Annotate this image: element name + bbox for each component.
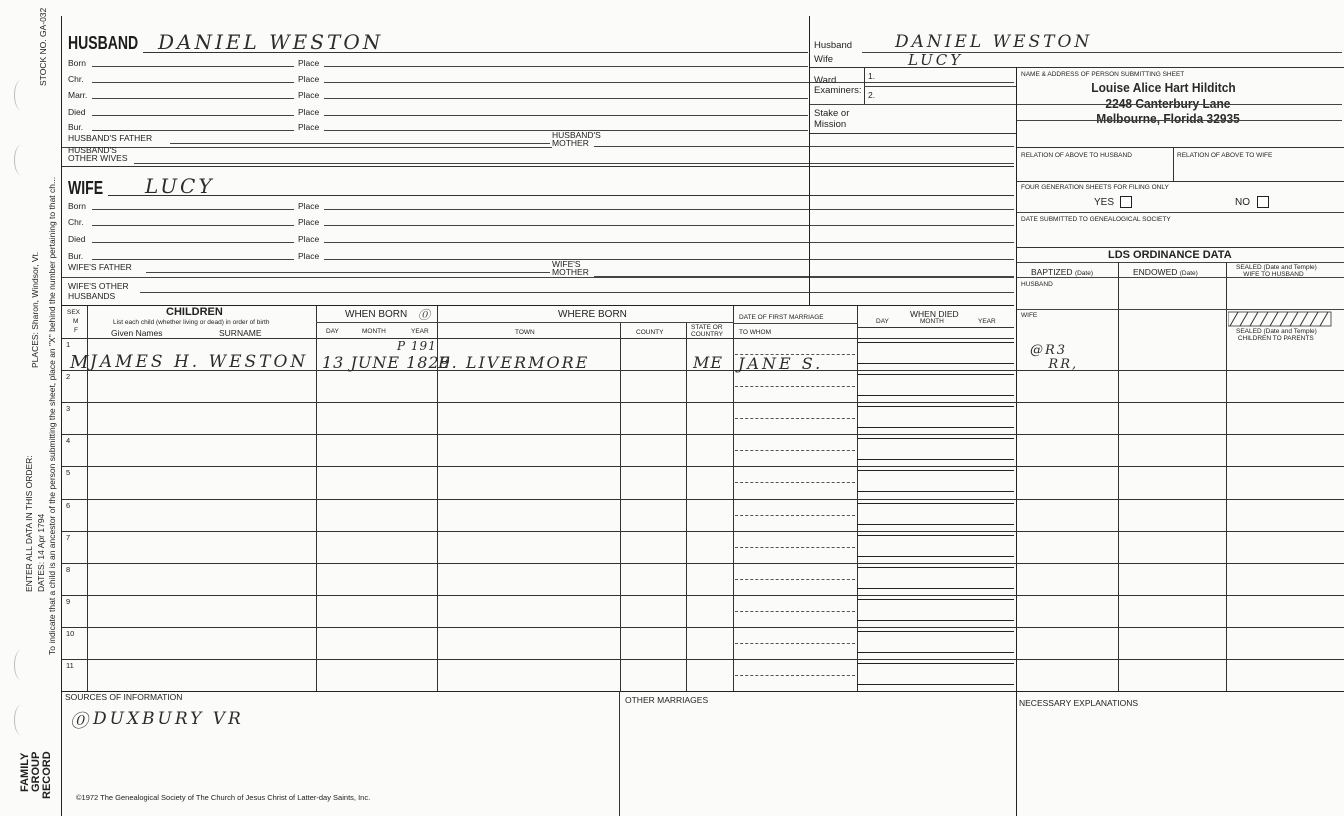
submitter-street[interactable]: 2248 Canterbury Lane: [1105, 96, 1231, 111]
death-date-box: [857, 663, 1014, 685]
child-row-number: 7: [66, 532, 71, 542]
wife-chr-label: Chr.: [68, 217, 84, 227]
county-header: COUNTY: [636, 329, 664, 336]
state-header: STATE OR COUNTRY: [691, 324, 724, 338]
four-gen-label: FOUR GENERATION SHEETS FOR FILING ONLY: [1021, 184, 1169, 191]
relation-wife-label: RELATION OF ABOVE TO WIFE: [1177, 152, 1273, 159]
wife-heading: WIFE: [68, 178, 104, 198]
relation-husband-label: RELATION OF ABOVE TO HUSBAND: [1021, 152, 1132, 159]
marriage-date-line: [735, 643, 855, 644]
first-marriage-header: DATE OF FIRST MARRIAGE: [739, 314, 824, 321]
examiner-1: 1.: [868, 71, 876, 81]
death-date-box: [857, 438, 1014, 460]
other-marriages-label: OTHER MARRIAGES: [625, 695, 709, 705]
husband-chr-place-label: Place: [298, 74, 320, 84]
husband-marr-place-label: Place: [298, 90, 320, 100]
child-row-number: 4: [66, 436, 71, 446]
punch-hole: [14, 145, 28, 175]
child-row-number: 10: [66, 628, 75, 638]
child-row-divider: [62, 563, 1344, 564]
marriage-date-line: [735, 547, 855, 548]
death-date-box: [857, 599, 1014, 621]
side-places: PLACES: Sharon, Windsor, Vt.: [30, 251, 40, 368]
town-header: TOWN: [515, 329, 535, 336]
child-row-divider: [62, 659, 1344, 660]
husband-chr-label: Chr.: [68, 74, 84, 84]
endowed-label: ENDOWED (Date): [1133, 267, 1198, 277]
punch-hole: [14, 80, 28, 110]
died-year-header: YEAR: [978, 318, 996, 325]
marriage-date-line: [735, 418, 855, 419]
marriage-date-line: [735, 579, 855, 580]
child-row-number: 8: [66, 564, 71, 574]
punch-hole: [14, 650, 28, 680]
examiner-2: 2.: [868, 90, 876, 100]
child-row-divider: [62, 531, 1344, 532]
child-row-divider: [62, 402, 1344, 403]
sealed-children-label: SEALED (Date and Temple) CHILDREN TO PARENTS: [1236, 328, 1317, 342]
wife-name[interactable]: LUCY: [145, 174, 215, 198]
death-date-box: [857, 342, 1014, 364]
submitter-label: NAME & ADDRESS OF PERSON SUBMITTING SHEET: [1021, 71, 1185, 78]
record-title-1: FAMILY: [19, 752, 31, 792]
child-row-number: 11: [66, 661, 74, 670]
child1-sex[interactable]: M: [70, 352, 89, 373]
child1-lds-note[interactable]: @R3 RR,: [1030, 343, 1079, 372]
died-day-header: DAY: [876, 318, 889, 325]
examiners-label: Examiners:: [814, 85, 862, 96]
lds-wife-label: WIFE: [1021, 312, 1038, 319]
side-indicate: To indicate that a child is an ancestor of the person submitting the sheet, place an "X" behind the number pertaining to that ch...: [47, 176, 57, 655]
child-row-number: 3: [66, 404, 71, 414]
explanations-label: NECESSARY EXPLANATIONS: [1019, 698, 1139, 708]
marriage-date-line: [735, 386, 855, 387]
death-date-box: [857, 374, 1014, 396]
husband-marr-label: Marr.: [68, 90, 88, 100]
ward-label: Ward: [814, 75, 837, 86]
born-day-header: DAY: [326, 328, 339, 335]
sealed-hatch: [1228, 311, 1332, 327]
record-title-2: GROUP: [30, 751, 42, 792]
source1-mark: ⓪: [70, 711, 88, 732]
died-month-header: MONTH: [920, 318, 944, 325]
child1-born[interactable]: 13 JUNE 1829: [322, 353, 451, 372]
wife-father-label: WIFE'S FATHER: [68, 262, 132, 272]
born-year-header: YEAR: [411, 328, 429, 335]
sex-f: F: [74, 327, 78, 334]
record-title-3: RECORD: [41, 751, 53, 799]
child-row-number: 5: [66, 468, 71, 478]
surname-header: SURNAME: [219, 328, 262, 338]
death-date-box: [857, 470, 1014, 492]
date-submitted-label: DATE SUBMITTED TO GENEALOGICAL SOCIETY: [1021, 216, 1171, 223]
sealed-wife-label: SEALED (Date and Temple) WIFE TO HUSBAND: [1236, 264, 1317, 278]
child-row-divider: [62, 627, 1344, 628]
children-title: CHILDREN: [166, 306, 223, 318]
sources-label: SOURCES OF INFORMATION: [65, 692, 183, 702]
wife-died-label: Died: [68, 234, 86, 244]
husband-died-label: Died: [68, 107, 86, 117]
no-label: NO: [1235, 197, 1250, 208]
ward-husband-name[interactable]: DANIEL WESTON: [895, 32, 1093, 52]
child-row-number: 2: [66, 372, 71, 382]
lds-husband-label: HUSBAND: [1021, 281, 1053, 288]
marriage-date-line: [735, 611, 855, 612]
ward-wife-name[interactable]: LUCY: [908, 51, 964, 69]
child1-state[interactable]: ME: [693, 353, 724, 372]
wife-died-place-label: Place: [298, 234, 320, 244]
child-row-number: 9: [66, 596, 71, 606]
death-date-box: [857, 406, 1014, 428]
marriage-date-line: [735, 515, 855, 516]
baptized-label: BAPTIZED (Date): [1031, 267, 1093, 277]
husband-died-place-label: Place: [298, 107, 320, 117]
born-month-header: MONTH: [362, 328, 386, 335]
husband-bur-place-label: Place: [298, 122, 320, 132]
husband-born-label: Born: [68, 58, 86, 68]
marriage-date-line: [735, 482, 855, 483]
husband-other-wives-label: HUSBAND'S OTHER WIVES: [68, 145, 128, 163]
child-row-divider: [62, 499, 1344, 500]
when-born-mark: ⓪: [418, 308, 431, 322]
wife-other-husbands-label: WIFE'S OTHER HUSBANDS: [68, 281, 129, 301]
submitter-name[interactable]: Louise Alice Hart Hilditch: [1091, 80, 1236, 95]
child1-name[interactable]: JAMES H. WESTON: [90, 352, 309, 372]
stake-mission-label: Stake or Mission: [814, 108, 850, 130]
given-names-header: Given Names: [111, 328, 163, 338]
marriage-date-line: [735, 675, 855, 676]
wife-bur-label: Bur.: [68, 251, 84, 261]
children-instructions: List each child (whether living or dead) in order of birth: [113, 319, 270, 326]
husband-father-label: HUSBAND'S FATHER: [68, 133, 153, 143]
ward-wife-label: Wife: [814, 54, 833, 65]
no-checkbox[interactable]: [1257, 196, 1269, 208]
child-row-divider: [62, 434, 1344, 435]
death-date-box: [857, 535, 1014, 557]
side-enter: ENTER ALL DATA IN THIS ORDER:: [24, 455, 34, 592]
sex-m: M: [73, 318, 79, 325]
when-born-header: WHEN BORN: [345, 309, 408, 320]
child1-spouse[interactable]: JANE S.: [738, 354, 824, 373]
copyright: ©1972 The Genealogical Society of The Church of Jesus Christ of Latter-day Saints, Inc.: [76, 793, 371, 802]
source1[interactable]: DUXBURY VR: [93, 709, 244, 729]
wife-mother-label: WIFE'S MOTHER: [552, 259, 589, 277]
submitter-city[interactable]: Melbourne, Florida 32935: [1096, 111, 1240, 126]
frame-left: [61, 16, 62, 816]
child-row-number: 6: [66, 500, 71, 510]
death-date-box: [857, 567, 1014, 589]
where-born-header: WHERE BORN: [558, 309, 627, 320]
punch-hole: [14, 705, 28, 735]
death-date-box: [857, 503, 1014, 525]
death-date-box: [857, 631, 1014, 653]
husband-name[interactable]: DANIEL WESTON: [158, 30, 384, 54]
lds-title: LDS ORDINANCE DATA: [1108, 249, 1232, 261]
child1-town[interactable]: E. LIVERMORE: [438, 353, 590, 372]
husband-heading: HUSBAND: [68, 33, 139, 53]
sex-header: SEX: [67, 309, 81, 316]
stock-number: STOCK NO. GA-032: [38, 7, 48, 86]
child-row-number: 1: [66, 340, 71, 349]
marriage-date-line: [735, 450, 855, 451]
to-whom-header: TO WHOM: [739, 329, 772, 336]
wife-chr-place-label: Place: [298, 217, 320, 227]
husband-mother-label: HUSBAND'S MOTHER: [552, 130, 601, 148]
side-dates: DATES: 14 Apr 1794: [36, 513, 46, 592]
wife-born-label: Born: [68, 201, 86, 211]
husband-born-place-label: Place: [298, 58, 320, 68]
child-row-divider: [62, 466, 1344, 467]
wife-born-place-label: Place: [298, 201, 320, 211]
yes-checkbox[interactable]: [1120, 196, 1132, 208]
ward-husband-label: Husband: [814, 40, 853, 51]
wife-bur-place-label: Place: [298, 251, 320, 261]
child1-page[interactable]: P 191: [397, 339, 437, 353]
when-died-header: WHEN DIED: [910, 309, 959, 319]
child-row-divider: [62, 595, 1344, 596]
yes-label: YES: [1094, 197, 1115, 208]
husband-bur-label: Bur.: [68, 122, 84, 132]
